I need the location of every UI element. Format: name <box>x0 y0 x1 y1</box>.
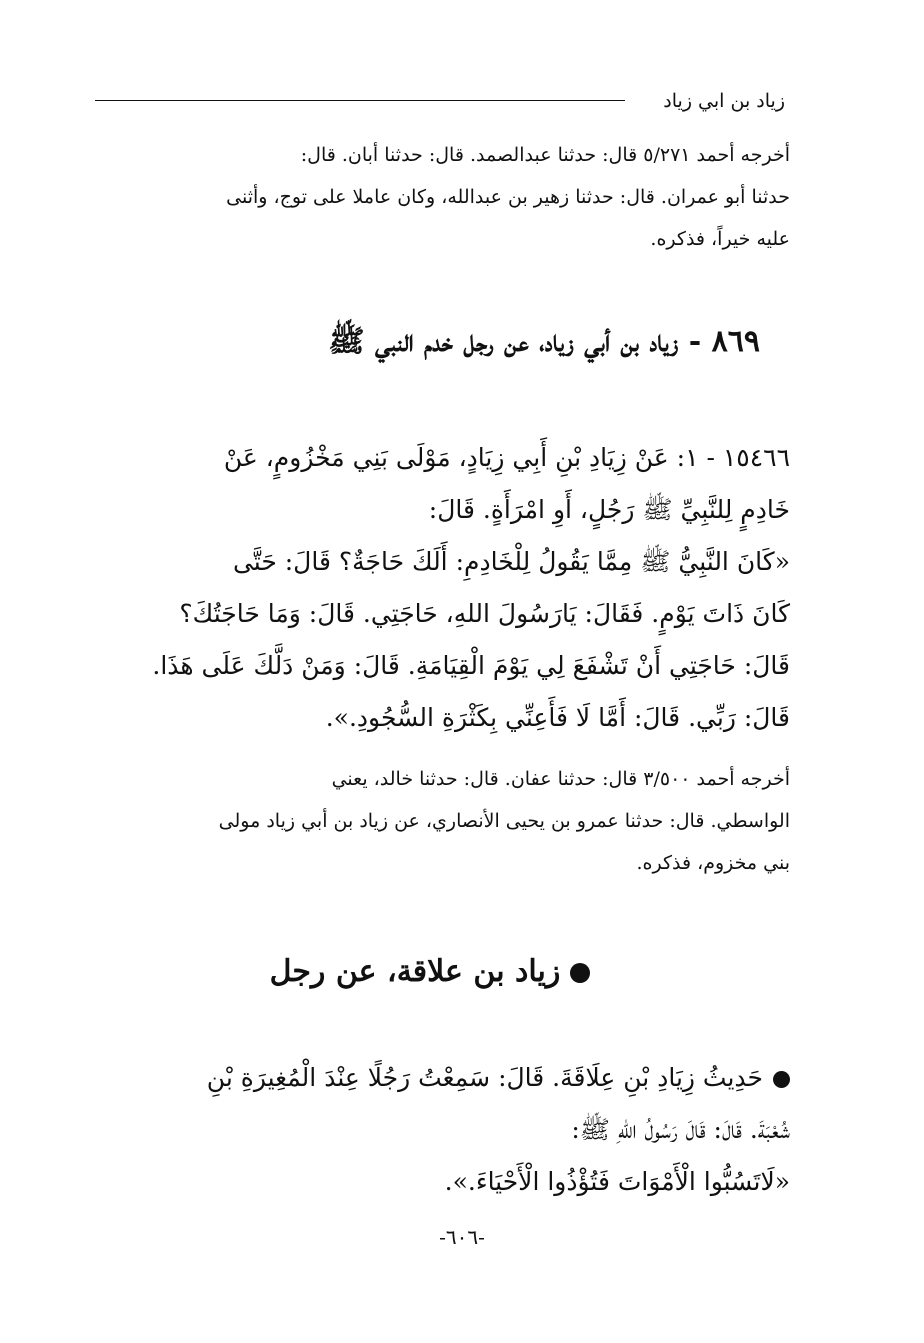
hadith-line: ١٥٤٦٦ - ١: عَنْ زِيَادِ بْنِ أَبِي زِيَادٍ، مَوْلَى بَنِي مَخْزُومٍ، عَنْ <box>223 443 790 472</box>
hadith-line: شُعْبَةَ. قَالَ: قَالَ رَسُولُ اللهِ ﷺ: <box>571 1115 790 1144</box>
hadith-line: قَالَ: رَبِّي. قَالَ: أَمَّا لَا فَأَعِنِّي بِكَثْرَةِ السُّجُودِ.». <box>325 703 790 732</box>
source-note-15466 <box>100 758 790 884</box>
hadith-ilaqa <box>100 1052 790 1208</box>
note-line: أخرجه أحمد ٥/٢٧١ قال: حدثنا عبدالصمد. قال: حدثنا أبان. قال: <box>300 144 790 166</box>
bullet-icon <box>773 1071 790 1088</box>
bullet-icon <box>570 963 590 983</box>
section-heading-869: ٨٦٩ - زياد بن أبي زياد، عن رجل خدم النبي ﷺ <box>328 324 760 359</box>
note-line: حدثنا أبو عمران. قال: حدثنا زهير بن عبدالله، وكان عاملا على توج، وأثنى <box>226 186 790 208</box>
hadith-line: «كَانَ النَّبِيُّ ﷺ مِمَّا يَقُولُ لِلْخَادِمِ: أَلَكَ حَاجَةٌ؟ قَالَ: حَتَّى <box>232 547 790 576</box>
section-heading-ilaqa <box>100 952 760 992</box>
hadith-line: كَانَ ذَاتَ يَوْمٍ. فَقَالَ: يَارَسُولَ اللهِ، حَاجَتِي. قَالَ: وَمَا حَاجَتُكَ؟ <box>179 599 790 628</box>
note-line: الواسطي. قال: حدثنا عمرو بن يحيى الأنصاري، عن زياد بن أبي زياد مولى <box>218 810 790 832</box>
note-line: بني مخزوم، فذكره. <box>636 852 790 874</box>
source-note-top <box>100 134 790 260</box>
hadith-line <box>100 1052 790 1104</box>
hadith-line: قَالَ: حَاجَتِي أَنْ تَشْفَعَ لِي يَوْمَ الْقِيَامَةِ. قَالَ: وَمَنْ دَلَّكَ عَلَى هَذَا. <box>152 651 790 680</box>
hadith-line: خَادِمٍ لِلنَّبِيِّ ﷺ رَجُلٍ، أَوِ امْرَأَةٍ. قَالَ: <box>428 495 790 524</box>
note-line: أخرجه أحمد ٣/٥٠٠ قال: حدثنا عفان. قال: حدثنا خالد، يعني <box>331 768 790 790</box>
hadith-15466 <box>100 432 790 744</box>
note-line: عليه خيراً، فذكره. <box>650 228 790 250</box>
page-number: -٦٠٦- <box>439 1225 485 1249</box>
header-rule <box>95 100 625 101</box>
running-header <box>95 86 785 116</box>
hadith-line-text: حَدِيثُ زِيَادِ بْنِ عِلَاقَةَ. قَالَ: سَمِعْتُ رَجُلًا عِنْدَ الْمُغِيرَةِ بْنِ <box>206 1063 763 1092</box>
running-title: زياد بن ابي زياد <box>663 90 785 112</box>
hadith-line: «لَاتَسُبُّوا الْأَمْوَاتَ فَتُؤْذُوا الْأَحْيَاءَ.». <box>444 1167 790 1196</box>
section-heading-text: زياد بن علاقة، عن رجل <box>269 954 561 989</box>
